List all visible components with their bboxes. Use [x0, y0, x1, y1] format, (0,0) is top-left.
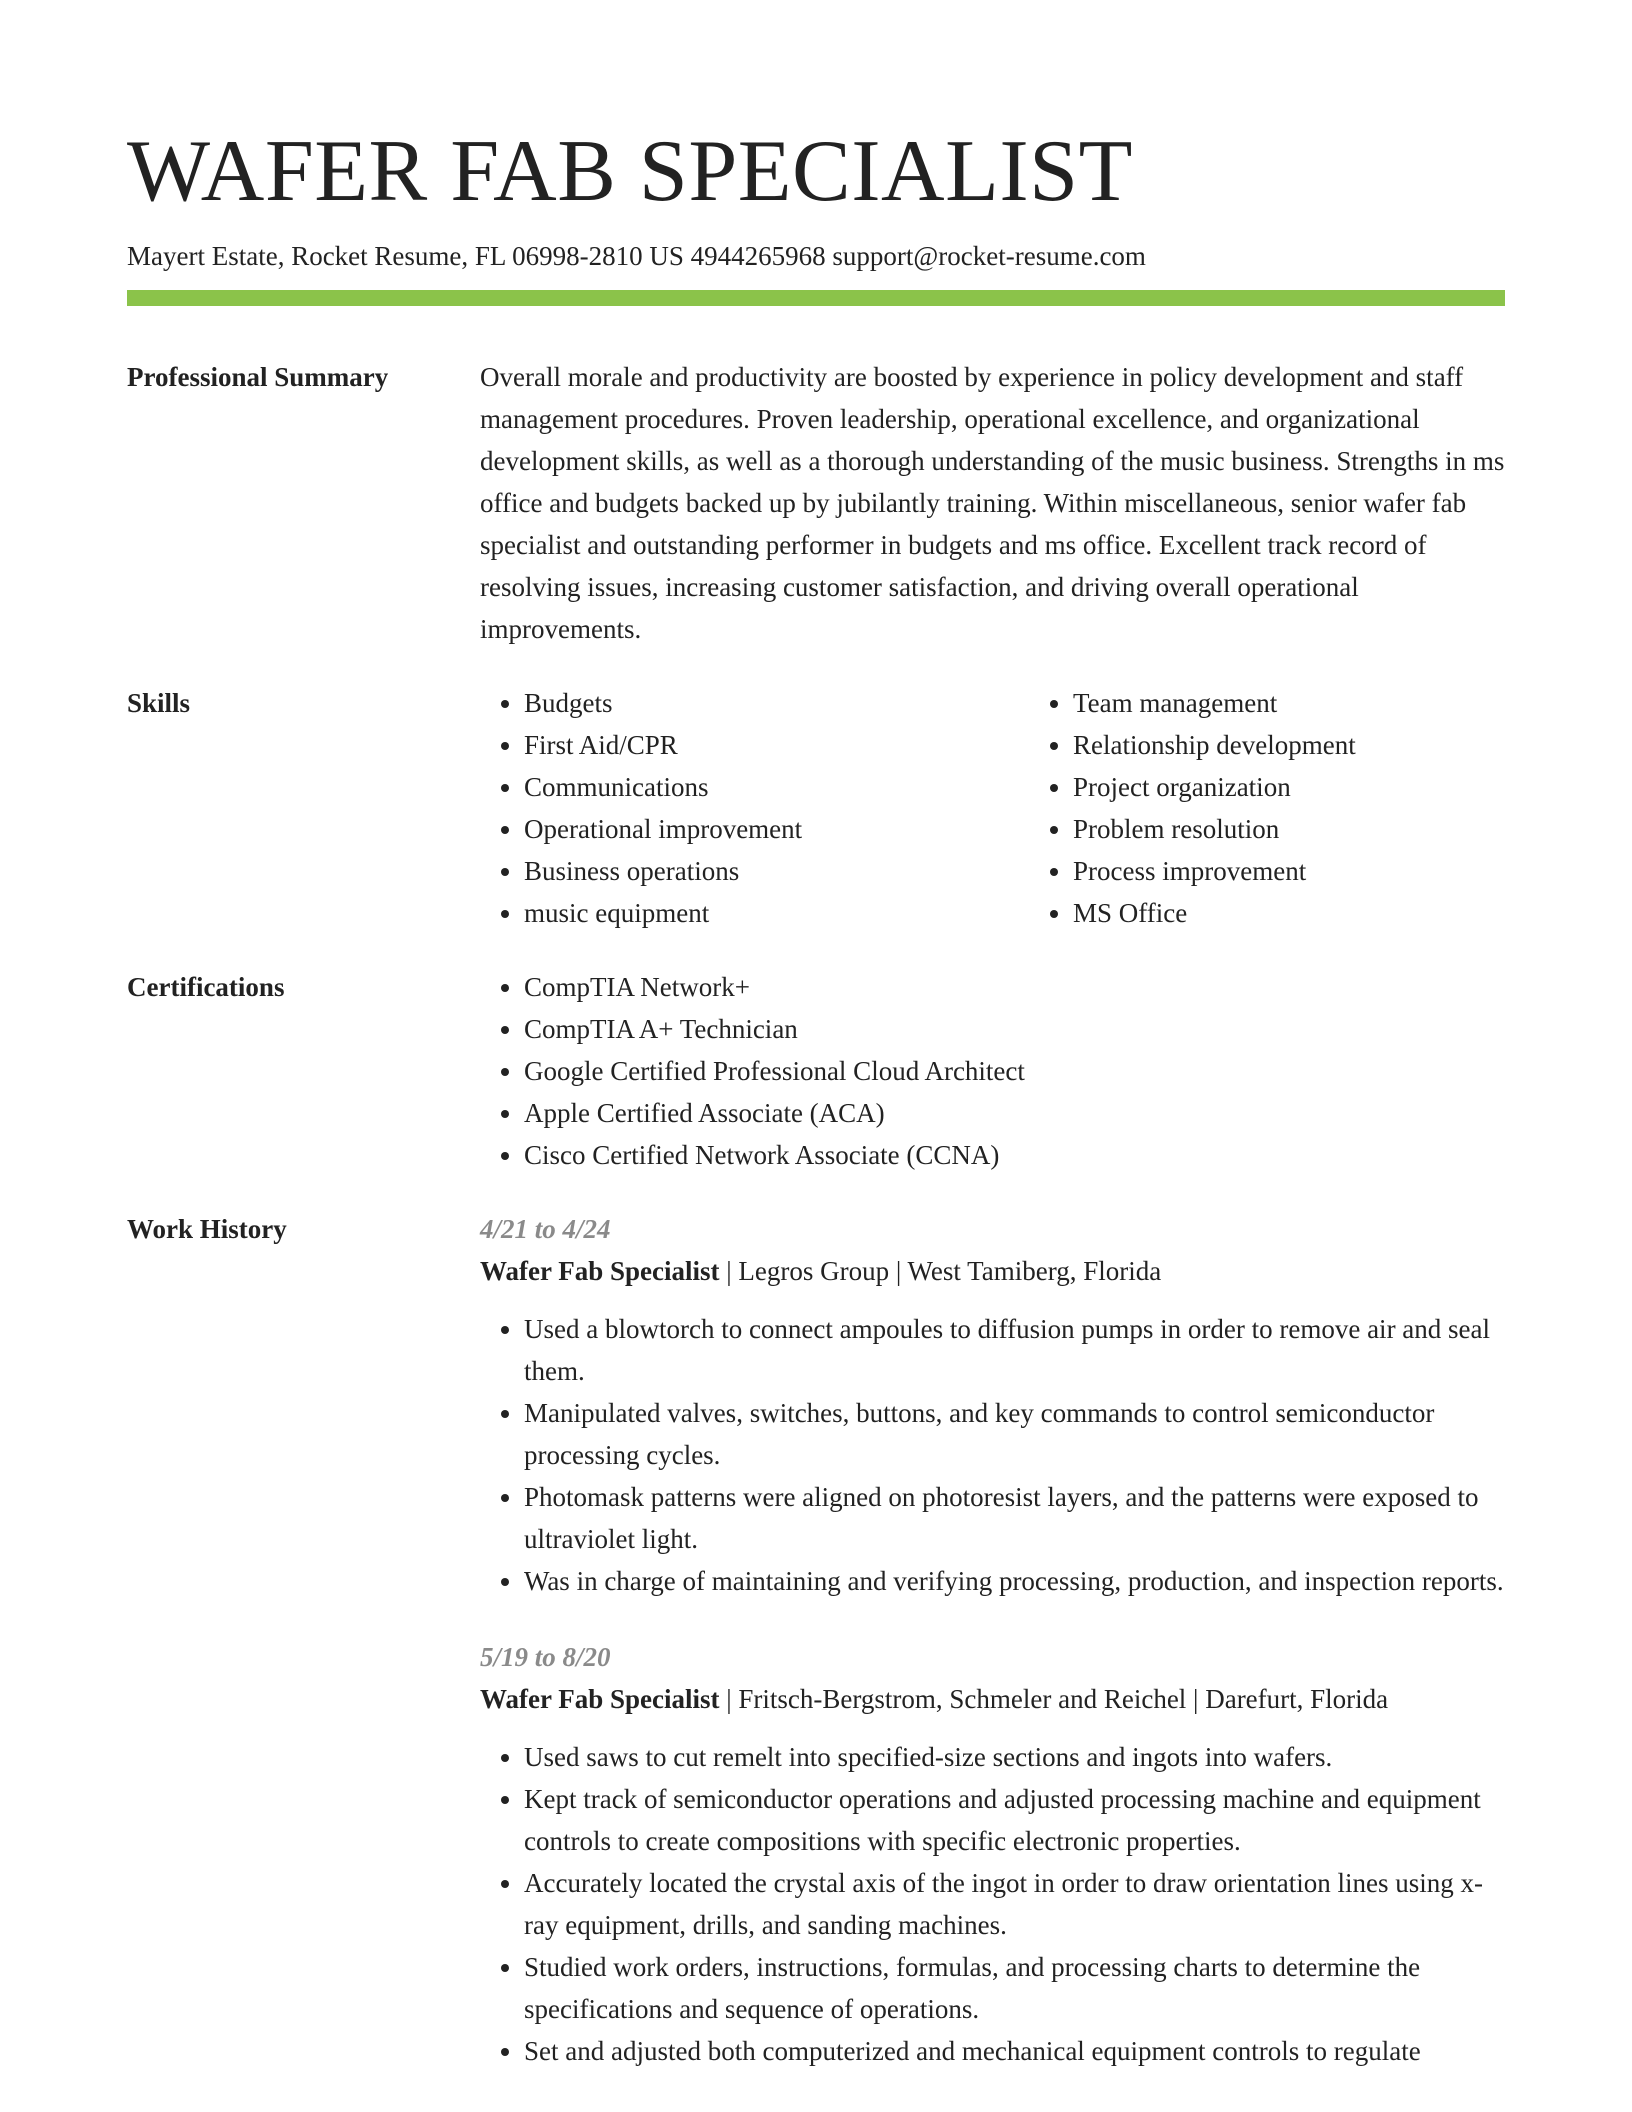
certification-item: • CompTIA A+ Technician — [524, 1008, 1505, 1050]
job-bullets — [480, 1308, 1505, 1602]
summary-section — [127, 356, 1505, 650]
job-bullets — [480, 1736, 1505, 2072]
section-label-summary: Professional Summary — [127, 362, 389, 392]
section-label-skills: Skills — [127, 688, 191, 718]
job-bullet: • Kept track of semiconductor operations and adjusted processing machine and equipment controls to create compositions with specific electronic properties. — [524, 1778, 1505, 1862]
skill-item: • Problem resolution — [1073, 808, 1578, 850]
job-bullet: • Manipulated valves, switches, buttons, and key commands to control semiconductor processing cycles. — [524, 1392, 1505, 1476]
job-bullet: • Set and adjusted both computerized and mechanical equipment controls to regulate — [524, 2030, 1505, 2072]
skills-section — [127, 682, 1505, 934]
job-dates: 4/21 to 4/24 — [480, 1214, 611, 1244]
certification-item: • CompTIA Network+ — [524, 966, 1505, 1008]
skill-item: • Relationship development — [1073, 724, 1578, 766]
work-history-section — [127, 1208, 1505, 2072]
skill-item: • music equipment — [524, 892, 1029, 934]
resume-page — [127, 0, 1505, 2072]
certification-item: • Google Certified Professional Cloud Architect — [524, 1050, 1505, 1092]
skill-item: • Process improvement — [1073, 850, 1578, 892]
job-details: | Legros Group | West Tamiberg, Florida — [719, 1256, 1162, 1286]
job-heading — [480, 1250, 1505, 1292]
job-details: | Fritsch-Bergstrom, Schmeler and Reichel | Darefurt, Florida — [719, 1684, 1389, 1714]
job-title: Wafer Fab Specialist — [480, 1684, 720, 1714]
job-bullet: • Used a blowtorch to connect ampoules to diffusion pumps in order to remove air and seal them. — [524, 1308, 1505, 1392]
job-bullet: • Studied work orders, instructions, formulas, and processing charts to determine the specifications and sequence of operations. — [524, 1946, 1505, 2030]
job-bullet: • Was in charge of maintaining and verifying processing, production, and inspection reports. — [524, 1560, 1505, 1602]
skill-item: • Communications — [524, 766, 1029, 808]
skill-item: • First Aid/CPR — [524, 724, 1029, 766]
certifications-section — [127, 966, 1505, 1176]
skill-item: • Operational improvement — [524, 808, 1029, 850]
skills-list-left — [480, 682, 1029, 934]
summary-body — [480, 356, 1505, 650]
certification-item: • Cisco Certified Network Associate (CCNA) — [524, 1134, 1505, 1176]
skill-item: • Business operations — [524, 850, 1029, 892]
summary-text: Overall morale and productivity are boosted by experience in policy development and staff management procedures. Proven leadership, operational excellence, and organizational development skills, as well as a thorough understanding of the music business. Strengths in ms office and budgets backed up by jubilantly training. Within miscellaneous, senior wafer fab specialist and outstanding performer in budgets and ms office. Excellent track record of resolving issues, increasing customer satisfaction, and driving overall operational improvements. — [480, 362, 1505, 644]
job-heading — [480, 1678, 1505, 1720]
job-bullet: • Photomask patterns were aligned on photoresist layers, and the patterns were exposed to ultraviolet light. — [524, 1476, 1505, 1560]
skill-item: • MS Office — [1073, 892, 1578, 934]
job-entry — [480, 1636, 1505, 2072]
section-label-work-history: Work History — [127, 1214, 287, 1244]
job-entry — [480, 1208, 1505, 1602]
job-title: Wafer Fab Specialist — [480, 1256, 720, 1286]
skills-list-right — [1029, 682, 1578, 934]
job-dates: 5/19 to 8/20 — [480, 1642, 611, 1672]
skill-item: • Team management — [1073, 682, 1578, 724]
certifications-list — [480, 966, 1505, 1176]
section-label-certifications: Certifications — [127, 972, 285, 1002]
header-divider — [127, 290, 1505, 306]
job-bullet: • Used saws to cut remelt into specified-size sections and ingots into wafers. — [524, 1736, 1505, 1778]
resume-title: WAFER FAB SPECIALIST — [127, 123, 1133, 220]
skill-item: • Budgets — [524, 682, 1029, 724]
certifications-body — [480, 966, 1505, 1176]
job-bullet: • Accurately located the crystal axis of the ingot in order to draw orientation lines using x-ray equipment, drills, and sanding machines. — [524, 1862, 1505, 1946]
skills-body — [480, 682, 1578, 934]
contact-line: Mayert Estate, Rocket Resume, FL 06998-2810 US 4944265968 support@rocket-resume.com — [127, 241, 1146, 271]
skill-item: • Project organization — [1073, 766, 1578, 808]
work-history-body — [480, 1208, 1505, 2072]
certification-item: • Apple Certified Associate (ACA) — [524, 1092, 1505, 1134]
